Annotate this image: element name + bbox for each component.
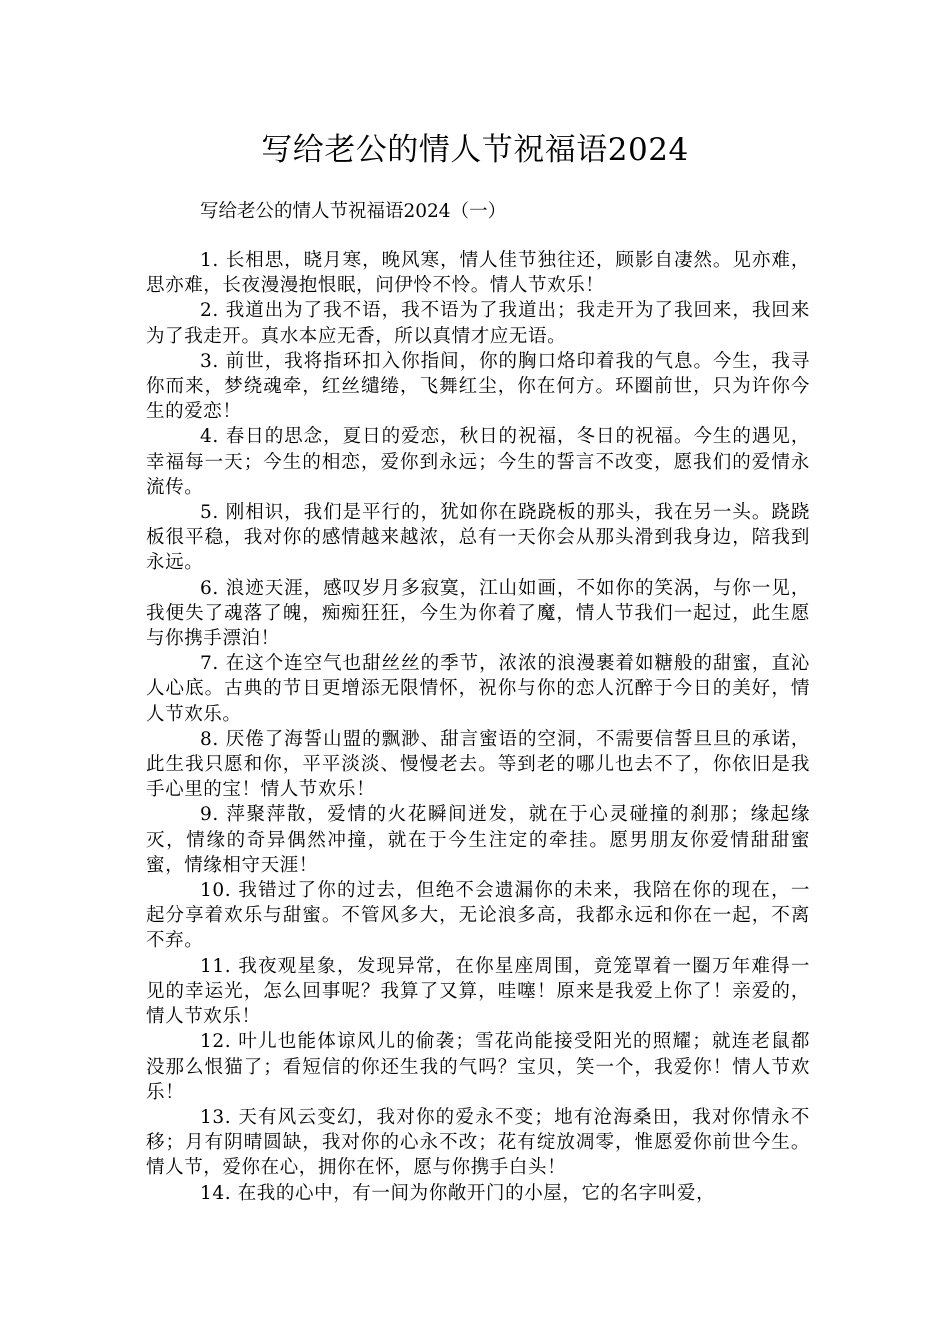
- paragraph-14: 14. 在我的心中，有一间为你敞开门的小屋，它的名字叫爱，: [200, 1182, 716, 1204]
- paragraph-3: 3. 前世，我将指环扣入你指间，你的胸口烙印着我的气息。今生，我寻你而来，梦绕魂牵，红丝缱绻，飞舞红尘，你在何方。环圈前世，只为许你今生的爱恋！: [146, 350, 810, 423]
- paragraph-11: 11. 我夜观星象，发现异常，在你星座周围，竟笼罩着一圈万年难得一见的幸运光，怎么回事呢？我算了又算，哇噻！原来是我爱上你了！亲爱的，情人节欢乐！: [146, 955, 810, 1028]
- paragraph-list: [146, 248, 810, 1206]
- paragraph-10: 10. 我错过了你的过去，但绝不会遗漏你的未来，我陪在你的现在，一起分享着欢乐与甜蜜。不管风多大，无论浪多高，我都永远和你在一起，不离不弃。: [146, 880, 810, 952]
- paragraph-9: 9. 萍聚萍散，爱情的火花瞬间迸发，就在于心灵碰撞的刹那；缘起缘灭，情缘的奇异偶然冲撞，就在于今生注定的牵挂。愿男朋友你爱情甜甜蜜蜜，情缘相守天涯！: [146, 804, 810, 876]
- paragraph-6: 6. 浪迹天涯，感叹岁月多寂寞，江山如画，不如你的笑涡，与你一见，我便失了魂落了魄，痴痴狂狂，今生为你着了魔，情人节我们一起过，此生愿与你携手漂泊！: [146, 577, 810, 650]
- document-title: 写给老公的情人节祝福语2024: [261, 132, 689, 168]
- paragraph-1: 1. 长相思，晓月寒，晚风寒，情人佳节独往还，顾影自凄然。见亦难，思亦难，长夜漫漫抱恨眠，问伊怜不怜。情人节欢乐！: [146, 250, 810, 297]
- paragraph-12: 12. 叶儿也能体谅风儿的偷袭；雪花尚能接受阳光的照耀；就连老鼠都没那么恨猫了；看短信的你还生我的气吗？宝贝，笑一个，我爱你！情人节欢乐！: [146, 1031, 810, 1103]
- paragraph-7: 7. 在这个连空气也甜丝丝的季节，浓浓的浪漫裹着如糖般的甜蜜，直沁人心底。古典的节日更增添无限情怀，祝你与你的恋人沉醉于今日的美好，情人节欢乐。: [146, 653, 810, 725]
- paragraph-4: 4. 春日的思念，夏日的爱恋，秋日的祝福，冬日的祝福。今生的遇见，幸福每一天；今生的相恋，爱你到永远；今生的誓言不改变，愿我们的爱情永流传。: [146, 426, 810, 498]
- paragraph-2: 2. 我道出为了我不语，我不语为了我道出；我走开为了我回来，我回来为了我走开。真水本应无香，所以真情才应无语。: [146, 300, 810, 347]
- paragraph-8: 8. 厌倦了海誓山盟的飘渺、甜言蜜语的空洞，不需要信誓旦旦的承诺，此生我只愿和你，平平淡淡、慢慢老去。等到老的哪儿也去不了，你依旧是我手心里的宝！情人节欢乐！: [146, 728, 810, 801]
- paragraph-5: 5. 刚相识，我们是平行的，犹如你在跷跷板的那头，我在另一头。跷跷板很平稳，我对你的感情越来越浓，总有一天你会从那头滑到我身边，陪我到永远。: [146, 502, 810, 574]
- section-subtitle: 写给老公的情人节祝福语2024（一）: [200, 201, 507, 222]
- paragraph-13: 13. 天有风云变幻，我对你的爱永不变；地有沧海桑田，我对你情永不移；月有阴晴圆缺，我对你的心永不改；花有绽放凋零，惟愿爱你前世今生。情人节，爱你在心，拥你在怀，愿与你携手白头！: [146, 1106, 810, 1179]
